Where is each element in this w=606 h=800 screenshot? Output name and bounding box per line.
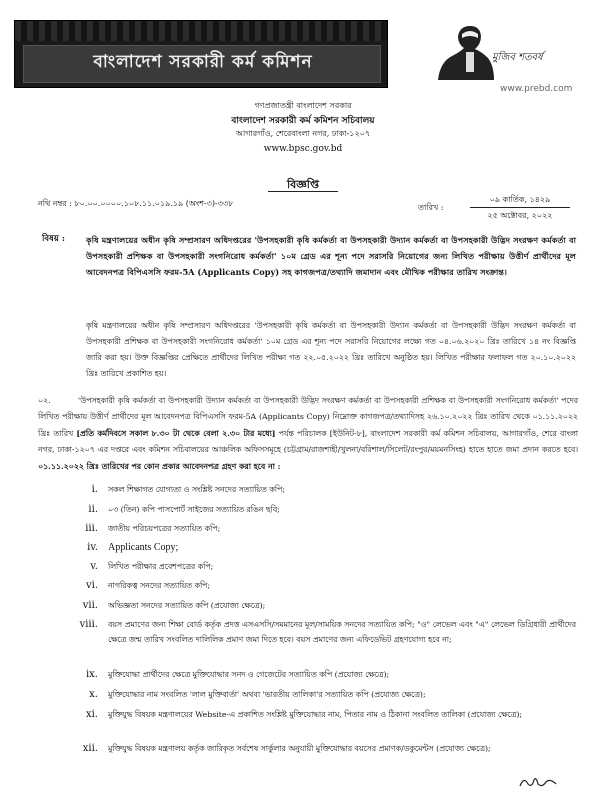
commission-banner [14, 20, 388, 88]
list-item-number: i. [91, 484, 98, 495]
list-item-text: মুক্তিযুদ্ধ বিষয়ক মন্ত্রণালয় কর্তৃক জারিকৃত সর্বশেষ সার্কুলার অনুযায়ী মুক্তিযোদ্ধার বয়সের প্রমাণক/ডকুমেন্টস (প্রযোজ্য ক্ষেত্রে); [108, 744, 491, 753]
date-label: তারিখ : [418, 203, 444, 212]
list-item-number: vii. [82, 600, 98, 611]
list-item-text: সকল শিক্ষাগত যোগ্যতা ও সংশ্লিষ্ট সনদের সত্যায়িত কপি; [108, 485, 285, 494]
date-bangla: ০৯ কার্তিক, ১৪২৯ [489, 195, 551, 204]
list-item-number: xii. [82, 743, 98, 754]
list-item-number: xi. [85, 709, 98, 720]
list-item-number: v. [90, 561, 98, 572]
memo-number: নথি নম্বর : ৮০.০০.০০০০.১০৮.১১.০১৯.১৯ (অংশ-৩)-৩৩৮ [38, 199, 234, 208]
list-item-text: ০৩ (তিন) কপি পাসপোর্ট সাইজের সত্যায়িত রঙিন ছবি; [108, 505, 280, 514]
paragraph-2-deadline: ০১.১১.২০২২ খ্রিঃ তারিখের পর কোন প্রকার আবেদনপত্র গ্রহণ করা হবে না : [38, 461, 281, 471]
list-item-number: iii. [85, 523, 98, 534]
list-item-number: x. [89, 689, 98, 700]
list-item-text: বয়স প্রমাণের জন্য শিক্ষা বোর্ড কর্তৃক প্রদত্ত এসএসসি/সমমানের মূল/সাময়িক সনদের সত্যায়িত কপি; "ও" লেভেল এবং "এ" লেভেল ডিগ্রিধারী প্রার্থীদের ক্ষেত্রে জন্ম তারিখ সংবলিত দালিলিক প্রমাণ জমা দিতে হবে। বয়স প্রমাণের জন্য এফিডেভিট গ্রহণযোগ্য হবে না; [108, 620, 576, 644]
govt-name: গণপ্রজাতন্ত্রী বাংলাদেশ সরকার [254, 101, 352, 110]
paragraph-2-number: ০২. [38, 396, 51, 405]
list-item-number: ii. [88, 504, 98, 515]
paragraph-1: কৃষি মন্ত্রণালয়ের অধীন কৃষি সম্প্রসারণ অধিদপ্তরের 'উপসহকারী কৃষি কর্মকর্তা বা উপসহকারী উদ্যান কর্মকর্তা বা উপসহকারী উদ্ভিদ সংরক্ষণ কর্মকর্তা বা উপসহকারী প্রশিক্ষক বা উপসহকারী সংগনিরোধ কর্মকর্তা' ১০ম গ্রেড এর শূন্য পদে সরাসরি নিয়োগের লক্ষ্যে গত ০৪.০৬.২০২০ খ্রিঃ তারিখে ১৪ নং বিজ্ঞপ্তি জারি করা হয়। উক্ত বিজ্ঞপ্তির প্রেক্ষিতে প্রার্থীদের লিখিত পরীক্ষা গত ২২.০৫.২০২২ খ্রিঃ তারিখে অনুষ্ঠিত হয়। লিখিত পরীক্ষার ফলাফল গত ২০.১০.২০২২ খ্রিঃ তারিখে প্রকাশিত হয়। [86, 321, 576, 378]
banner-title: বাংলাদেশ সরকারী কর্ম কমিশন [93, 52, 313, 72]
list-item-text: লিখিত পরীক্ষার প্রবেশপত্রের কপি; [108, 562, 214, 571]
date-english: ২৫ অক্টোবর, ২০২২ [487, 211, 553, 220]
paragraph-2-text-c: পর্যন্ত পরিচালক [ইউনিট-৮], বাংলাদেশ সরকারী কর্ম কমিশন সচিবালয়, আগারগাঁও, শেরে বাংলা নগর, ঢাকা-১২০৭ এর দপ্তরে এবং কমিশন সচিবালয়ের আঞ্চলিক অফিসসমূহে (চট্টগ্রাম/রাজশাহী/খুলনা/বরিশাল/সিলেট/রংপুর/ময়মনসিংহ) হাতে হাতে জমা প্রদান করতে হবে। [38, 428, 579, 455]
subject-label: বিষয় : [42, 234, 65, 244]
portrait-emblem-icon [430, 22, 500, 84]
office-address: আগারগাঁও, শেরেবাংলা নগর, ঢাকা-১২০৭ [235, 129, 371, 138]
signature-mark-icon [518, 774, 558, 790]
list-item-number: ix. [85, 669, 98, 680]
list-item-text: মুক্তিযোদ্ধা প্রার্থীদের ক্ষেত্রে মুক্তিযোদ্ধার সনদ ও গেজেটের সত্যায়িত কপি (প্রযোজ্য ক্ষেত্রে); [108, 670, 390, 679]
list-item-text: Applicants Copy; [108, 542, 179, 553]
title-underline [268, 191, 338, 192]
secretariat-name: বাংলাদেশ সরকারী কর্ম কমিশন সচিবালয় [231, 116, 375, 126]
paragraph-2-text-a: 'উপসহকারী কৃষি কর্মকর্তা বা উপসহকারী উদ্যান কর্মকর্তা বা উপসহকারী উদ্ভিদ সংরক্ষণ কর্মকর্তা বা উপসহকারী প্রশিক্ষক বা উপসহকারী সংগনিরোধ কর্মকর্তা' পদের লিখিত পরীক্ষায় উত্তীর্ণ প্রার্থীদের মূল আবেদনপত্র বিপিএসসি ফরম-5A (Applicants Copy) নিম্নোক্ত কাগজপত্র/তথ্যাদিসহ ২৬.১০.২০২২ খ্রিঃ তারিখ থেকে ০১.১১.২০২২ খ্রিঃ তারিখ [38, 396, 578, 438]
list-item-text: জাতীয় পরিচয়পত্রের সত্যায়িত কপি; [108, 524, 221, 533]
date-divider [470, 207, 570, 208]
paragraph-2 [38, 393, 578, 475]
paragraph-2-time-window: [প্রতি কর্মদিবসে সকাল ৮.৩০ টা থেকে বেলা ২.৩০ টার মধ্যে] [76, 428, 276, 438]
subject-text: কৃষি মন্ত্রণালয়ের অধীন কৃষি সম্প্রসারণ অধিদপ্তরের 'উপসহকারী কৃষি কর্মকর্তা বা উপসহকারী উদ্যান কর্মকর্তা বা উপসহকারী উদ্ভিদ সংরক্ষণ কর্মকর্তা বা উপসহকারী প্রশিক্ষক বা উপসহকারী সংগনিরোধ কর্মকর্তা' ১০ম গ্রেড এর শূন্য পদে সরাসরি নিয়োগের জন্য লিখিত পরীক্ষায় উত্তীর্ণ প্রার্থীদের মূল আবেদনপত্র বিপিএসসি ফরম-5A (Applicants Copy) সহ কাগজপত্র/তথ্যাদি জমাদান এবং মৌখিক পরীক্ষার তারিখ সংক্রান্ত। [86, 235, 576, 277]
list-item-text: মুক্তিযোদ্ধার নাম সংবলিত 'লাল মুক্তিবার্তা' অথবা 'ভারতীয় তালিকা'র সত্যায়িত কপি (প্রযোজ্য ক্ষেত্রে); [108, 690, 426, 699]
list-item-text: মুক্তিযুদ্ধ বিষয়ক মন্ত্রণালয়ের Website-এ প্রকাশিত সংশ্লিষ্ট মুক্তিযোদ্ধার নাম, পিতার নাম ও ঠিকানা সংবলিত তালিকা (প্রযোজ্য ক্ষেত্রে); [108, 710, 523, 719]
notice-title: বিজ্ঞপ্তি [287, 178, 319, 191]
list-item-text: অভিজ্ঞতা সনদের সত্যায়িত কপি (প্রযোজ্য ক্ষেত্রে); [108, 601, 266, 610]
list-item-text: নাগরিকত্ব সনদের সত্যায়িত কপি; [108, 581, 211, 590]
watermark-text: www.prebd.com [500, 84, 573, 94]
website-link[interactable]: www.bpsc.gov.bd [263, 144, 343, 154]
list-item-number: iv. [87, 542, 98, 553]
banner-building-texture [15, 21, 387, 41]
list-item-number: viii. [79, 619, 98, 630]
list-item-number: vi. [85, 580, 98, 591]
mujib-year-logo: মুজিব শতবর্ষ [492, 52, 543, 63]
